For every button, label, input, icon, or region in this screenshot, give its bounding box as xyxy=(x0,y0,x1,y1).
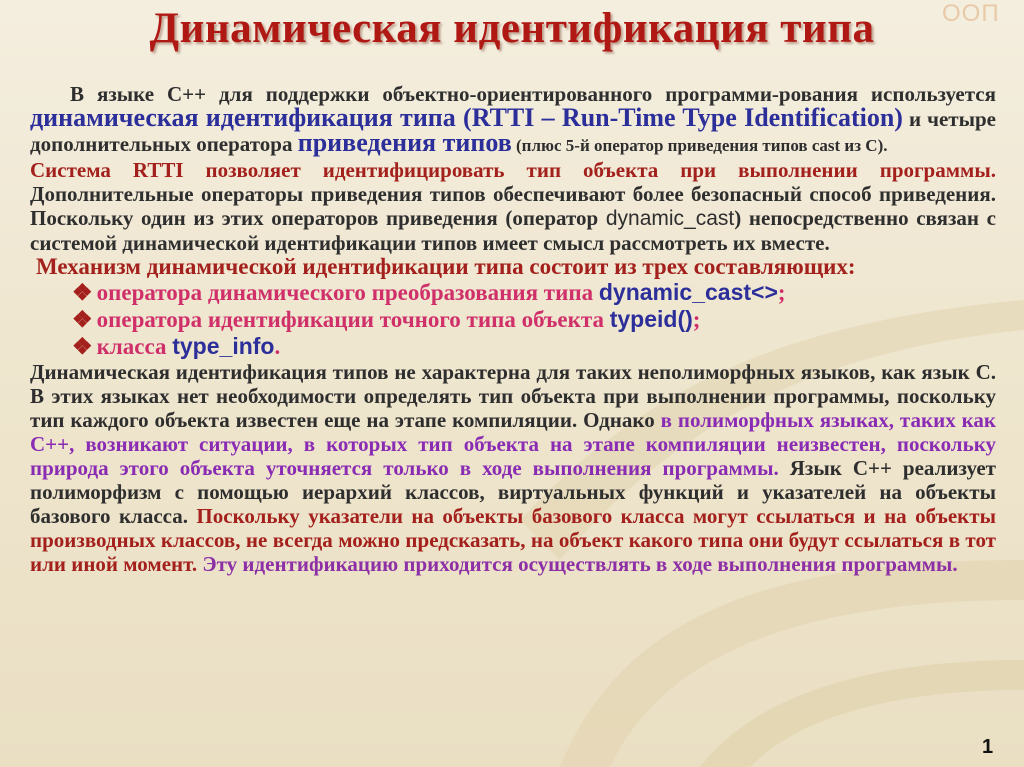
list-item-tail: . xyxy=(274,334,281,359)
list-item-code: typeid() xyxy=(609,306,693,332)
list-item-tail: ; xyxy=(692,307,701,332)
list-item-text: оператора идентификации точного типа объекта xyxy=(96,307,610,332)
diamond-bullet-icon: ❖ xyxy=(72,280,93,305)
slide-title: Динамическая идентификация типа xyxy=(149,5,875,52)
casts-term: приведения типов xyxy=(297,128,512,157)
mechanism-heading: Механизм динамической идентификации типа состоит из трех составляющих: xyxy=(36,254,856,279)
closing-text-4: Поскольку указатели на объекты базового класса могут ссылаться и на объекты производных классов, не всегда можно предсказать, на объект какого типа они будут ссылаться в тот или иной момент. xyxy=(30,504,996,576)
corner-tag: ООП xyxy=(942,0,1000,27)
list-item-code: type_info xyxy=(172,333,275,359)
intro-text-3: и четыре дополнительных оператора xyxy=(30,107,996,156)
intro-paragraph xyxy=(30,82,996,158)
list-item xyxy=(72,333,996,360)
rtti-dynamic-cast: dynamic_cast xyxy=(605,207,735,230)
rtti-text-2: Дополнительные операторы приведения типов обеспечивают более безопасный способ приведения. Поскольку один из этих операторов приведения (оператор xyxy=(30,182,996,230)
diamond-bullet-icon: ❖ xyxy=(72,307,93,332)
cast-note: (плюс 5-й оператор приведения типов cast из C). xyxy=(511,136,888,155)
intro-text-1: В языке C++ для поддержки объектно-ориентированного программи-рования используется xyxy=(70,82,996,106)
closing-text-3: Язык C++ реализует полиморфизм с помощью иерархий классов, виртуальных функций и указателей на объекты базового класса. xyxy=(30,456,996,528)
list-item xyxy=(72,279,996,306)
list-item-tail: ; xyxy=(777,280,786,305)
rtti-paragraph xyxy=(30,158,996,255)
list-item-code: dynamic_cast<> xyxy=(598,279,778,305)
closing-text-2: в полиморфных языках, таких как C++, возникают ситуации, в которых тип объекта на этапе компиляции неизвестен, поскольку природа этого объекта уточняется только в ходе выполнения программы. xyxy=(30,408,996,480)
closing-text-5: Эту идентификацию приходится осуществлять в ходе выполнения программы. xyxy=(197,552,958,576)
list-item xyxy=(72,306,996,333)
rtti-text-4: ) непосредственно связан с системой динамической идентификации типов имеет смысл рассмотреть их вместе. xyxy=(30,206,996,255)
list-item-text: оператора динамического преобразования типа xyxy=(96,280,599,305)
rtti-text-1: Система RTTI позволяет идентифицировать тип объекта при выполнении программы. xyxy=(30,158,996,182)
mechanism-list xyxy=(30,279,996,360)
slide-content xyxy=(30,82,996,576)
rtti-term: динамическая идентификация типа (RTTI – Run-Time Type Identification) xyxy=(30,103,903,132)
closing-text-1: Динамическая идентификация типов не характерна для таких неполиморфных языков, как язык C. В этих языках нет необходимости определять тип объекта при выполнении программы, поскольку тип каждого объекта известен еще на этапе компиляции. Однако xyxy=(30,360,996,432)
page-number: 1 xyxy=(982,736,994,758)
diamond-bullet-icon: ❖ xyxy=(72,334,93,359)
closing-paragraph xyxy=(30,360,996,576)
list-item-text: класса xyxy=(96,334,173,359)
